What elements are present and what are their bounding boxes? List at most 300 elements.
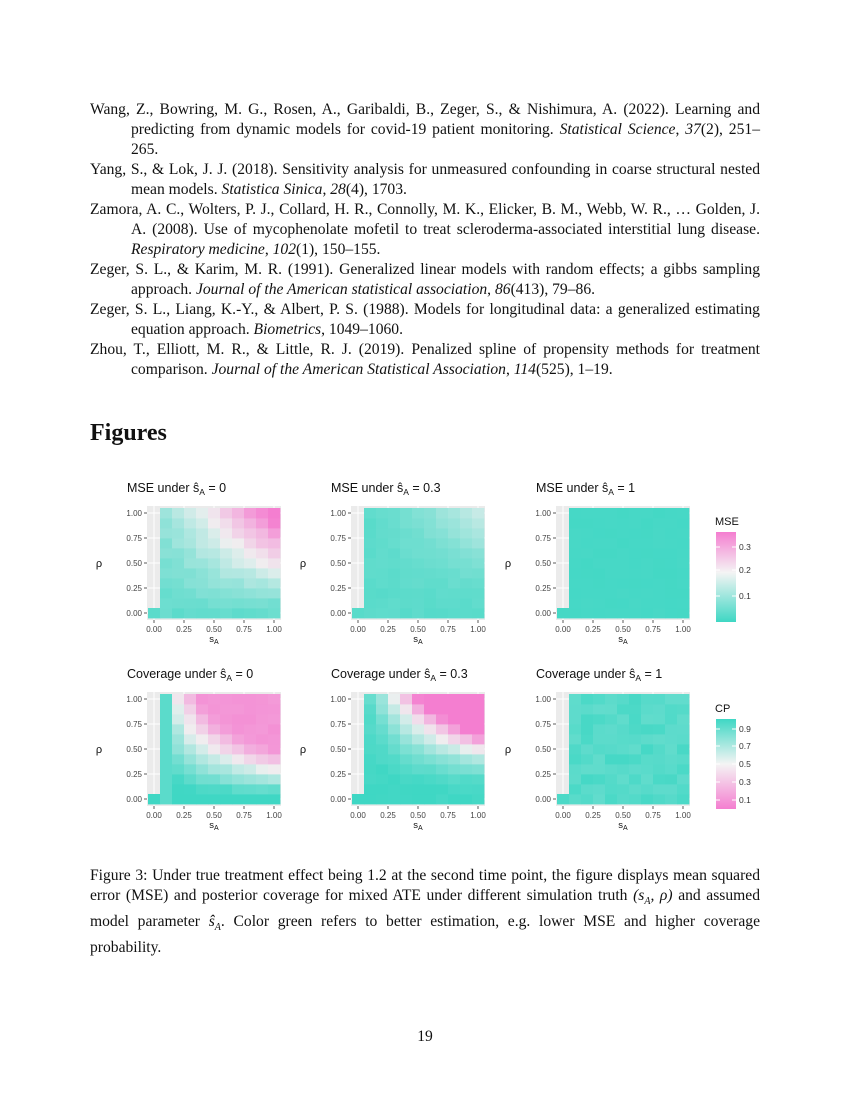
heatmap-tile bbox=[268, 764, 280, 774]
y-tick-label: 0.25 bbox=[330, 584, 346, 593]
heatmap-tile bbox=[593, 558, 605, 568]
x-tick-label: 0.75 bbox=[236, 625, 252, 634]
heatmap-tile bbox=[244, 794, 256, 804]
heatmap-tile bbox=[448, 558, 460, 568]
heatmap-tile bbox=[172, 528, 184, 538]
heatmap-tile bbox=[376, 518, 388, 528]
heatmap-tile bbox=[412, 608, 424, 618]
heatmap-tile bbox=[605, 744, 617, 754]
heatmap-tile bbox=[641, 694, 653, 704]
reference-pages: , 1049–1060. bbox=[321, 321, 403, 338]
figure-caption bbox=[90, 866, 760, 958]
heatmap-tile bbox=[424, 558, 436, 568]
heatmap-tile bbox=[364, 754, 376, 764]
heatmap-tile bbox=[400, 754, 412, 764]
heatmap-tile bbox=[581, 794, 593, 804]
heatmap-tile bbox=[581, 764, 593, 774]
heatmap-tile bbox=[364, 508, 376, 518]
heatmap-tile bbox=[593, 764, 605, 774]
heatmap-tile bbox=[581, 754, 593, 764]
heatmap-tile bbox=[424, 518, 436, 528]
heatmap-tile bbox=[629, 744, 641, 754]
heatmap-tile bbox=[460, 794, 472, 804]
heatmap-tile bbox=[268, 548, 280, 558]
heatmap-tile bbox=[412, 724, 424, 734]
heatmap-tile bbox=[460, 784, 472, 794]
heatmap-tile bbox=[220, 568, 232, 578]
heatmap-tile bbox=[172, 508, 184, 518]
heatmap-tile bbox=[460, 578, 472, 588]
heatmap-tile bbox=[653, 528, 665, 538]
heatmap-tile bbox=[581, 744, 593, 754]
heatmap-tile bbox=[665, 518, 677, 528]
heatmap-tile bbox=[472, 598, 484, 608]
heatmap-tile bbox=[196, 608, 208, 618]
heatmap-tile bbox=[256, 714, 268, 724]
heatmap-tile bbox=[184, 598, 196, 608]
heatmap-tile bbox=[557, 794, 569, 804]
heatmap-tile bbox=[677, 548, 689, 558]
heatmap-tile bbox=[641, 774, 653, 784]
heatmap-tile bbox=[364, 518, 376, 528]
heatmap-tile bbox=[400, 528, 412, 538]
reference-title: Models for longitudinal data: a generalized estimating equation approach. bbox=[131, 301, 760, 338]
heatmap-tile bbox=[424, 714, 436, 724]
heatmap-tile bbox=[641, 754, 653, 764]
heatmap-tile bbox=[629, 518, 641, 528]
heatmap-tile bbox=[160, 694, 172, 704]
heatmap-tile bbox=[641, 558, 653, 568]
heatmap-tile bbox=[412, 744, 424, 754]
heatmap-tile bbox=[256, 744, 268, 754]
heatmap-tile bbox=[256, 608, 268, 618]
heatmap-tile bbox=[376, 598, 388, 608]
heatmap-tile bbox=[364, 794, 376, 804]
heatmap-tile bbox=[593, 588, 605, 598]
heatmap-tile bbox=[400, 744, 412, 754]
heatmap-tile bbox=[256, 784, 268, 794]
heatmap-tile bbox=[208, 794, 220, 804]
heatmap-tile bbox=[196, 774, 208, 784]
heatmap-tile bbox=[376, 508, 388, 518]
heatmap-tile bbox=[412, 794, 424, 804]
y-tick-label: 0.75 bbox=[330, 534, 346, 543]
y-tick-label: 0.75 bbox=[535, 720, 551, 729]
heatmap-tile bbox=[436, 588, 448, 598]
heatmap-tile bbox=[232, 734, 244, 744]
heatmap-tile bbox=[581, 724, 593, 734]
heatmap-tile bbox=[196, 568, 208, 578]
heatmap-tile bbox=[629, 598, 641, 608]
heatmap-tile bbox=[244, 508, 256, 518]
heatmap-tile bbox=[460, 734, 472, 744]
heatmap-tile bbox=[617, 784, 629, 794]
y-tick-label: 0.00 bbox=[126, 609, 142, 618]
reference-journal: Journal of the American Statistical Association bbox=[211, 361, 506, 378]
heatmap-tile bbox=[605, 518, 617, 528]
heatmap-tile bbox=[244, 694, 256, 704]
heatmap-tile bbox=[400, 714, 412, 724]
heatmap-tile bbox=[424, 744, 436, 754]
heatmap-tile bbox=[364, 774, 376, 784]
heatmap-tile bbox=[364, 764, 376, 774]
heatmap-tile bbox=[424, 724, 436, 734]
reference-entry: Zeger, S. L., & Karim, M. R. (1991). Generalized linear models with random effects; a gibbs sampling approach. Journal of the American statistical association, 86(413), 79–86. bbox=[90, 261, 760, 298]
heatmap-tile bbox=[460, 724, 472, 734]
heatmap-tile bbox=[424, 784, 436, 794]
heatmap-tile bbox=[424, 734, 436, 744]
heatmap-tile bbox=[448, 714, 460, 724]
heatmap-tile bbox=[268, 734, 280, 744]
heatmap-tile bbox=[184, 774, 196, 784]
heatmap-tile bbox=[220, 558, 232, 568]
heatmap-tile bbox=[208, 528, 220, 538]
heatmap-tile bbox=[436, 598, 448, 608]
x-tick-label: 0.25 bbox=[380, 811, 396, 820]
heatmap-tile bbox=[400, 608, 412, 618]
heatmap-tile bbox=[665, 568, 677, 578]
heatmap-tile bbox=[472, 724, 484, 734]
heatmap-tile bbox=[665, 558, 677, 568]
heatmap-tile bbox=[184, 694, 196, 704]
heatmap-tile bbox=[172, 568, 184, 578]
heatmap-tile bbox=[569, 598, 581, 608]
heatmap-tile bbox=[629, 784, 641, 794]
heatmap-tile bbox=[436, 508, 448, 518]
heatmap-tile bbox=[268, 538, 280, 548]
y-tick-label: 0.00 bbox=[535, 795, 551, 804]
heatmap-tile bbox=[376, 714, 388, 724]
heatmap-tile bbox=[364, 578, 376, 588]
heatmap-tile bbox=[172, 558, 184, 568]
heatmap-tile bbox=[268, 608, 280, 618]
y-tick-label: 0.25 bbox=[126, 584, 142, 593]
heatmap-tile bbox=[412, 578, 424, 588]
heatmap-tile bbox=[184, 548, 196, 558]
heatmap-tile bbox=[244, 528, 256, 538]
heatmap-tile bbox=[196, 764, 208, 774]
heatmap-tile bbox=[569, 588, 581, 598]
heatmap-tile bbox=[196, 694, 208, 704]
heatmap-tile bbox=[400, 568, 412, 578]
heatmap-tile bbox=[641, 714, 653, 724]
x-tick-label: 0.00 bbox=[146, 625, 162, 634]
heatmap-tile bbox=[472, 518, 484, 528]
heatmap-tile bbox=[653, 538, 665, 548]
heatmap-tile bbox=[472, 714, 484, 724]
heatmap-tile bbox=[388, 724, 400, 734]
heatmap-tile bbox=[208, 764, 220, 774]
reference-volume: 114 bbox=[513, 361, 536, 378]
heatmap-tile bbox=[605, 734, 617, 744]
heatmap-tile bbox=[412, 528, 424, 538]
heatmap-tile bbox=[472, 794, 484, 804]
heatmap-tile bbox=[581, 508, 593, 518]
heatmap-tile bbox=[412, 714, 424, 724]
heatmap-tile bbox=[569, 794, 581, 804]
heatmap-tile bbox=[220, 588, 232, 598]
heatmap-tile bbox=[653, 714, 665, 724]
heatmap-tile bbox=[677, 734, 689, 744]
heatmap-tile bbox=[617, 794, 629, 804]
heatmap-tile bbox=[665, 528, 677, 538]
heatmap-tile bbox=[436, 784, 448, 794]
heatmap-tile bbox=[196, 558, 208, 568]
heatmap-tile bbox=[220, 578, 232, 588]
page-number: 19 bbox=[417, 1028, 433, 1045]
heatmap-tile bbox=[412, 538, 424, 548]
reference-journal: Journal of the American statistical association bbox=[195, 281, 488, 298]
heatmap-tile bbox=[436, 734, 448, 744]
legend-title: MSE bbox=[715, 516, 739, 528]
heatmap-tile bbox=[677, 744, 689, 754]
heatmap-tile bbox=[436, 608, 448, 618]
heatmap-tile bbox=[665, 508, 677, 518]
heatmap-tile bbox=[677, 714, 689, 724]
heatmap-tile bbox=[677, 538, 689, 548]
heatmap-tile bbox=[653, 518, 665, 528]
heatmap-tile bbox=[388, 578, 400, 588]
heatmap-tile bbox=[629, 568, 641, 578]
heatmap-tile bbox=[569, 548, 581, 558]
heatmap-tile bbox=[448, 588, 460, 598]
heatmap-tile bbox=[160, 558, 172, 568]
heatmap-tile bbox=[184, 538, 196, 548]
heatmap-tile bbox=[448, 528, 460, 538]
y-tick-label: 1.00 bbox=[126, 695, 142, 704]
heatmap-tile bbox=[617, 528, 629, 538]
heatmap-tile bbox=[184, 754, 196, 764]
heatmap-tile bbox=[256, 548, 268, 558]
heatmap-tile bbox=[232, 538, 244, 548]
heatmap-tile bbox=[400, 598, 412, 608]
reference-authors: Yang, S., & Lok, J. J. bbox=[90, 161, 228, 178]
legend-colorbar bbox=[716, 532, 736, 622]
x-tick-label: 0.25 bbox=[585, 811, 601, 820]
heatmap-tile bbox=[388, 558, 400, 568]
heatmap-tile bbox=[653, 588, 665, 598]
heatmap-tile bbox=[677, 568, 689, 578]
heatmap-tile bbox=[220, 764, 232, 774]
heatmap-tile bbox=[268, 598, 280, 608]
heatmap-tile bbox=[160, 794, 172, 804]
heatmap-tile bbox=[196, 528, 208, 538]
reference-year: (2019). bbox=[358, 341, 405, 358]
heatmap-tile bbox=[160, 528, 172, 538]
heatmap-tile bbox=[232, 598, 244, 608]
heatmap-tile bbox=[172, 714, 184, 724]
heatmap-tile bbox=[268, 774, 280, 784]
x-tick-label: 0.75 bbox=[236, 811, 252, 820]
y-axis-label: ρ bbox=[504, 558, 512, 570]
heatmap-tile bbox=[184, 528, 196, 538]
heatmap-tile bbox=[208, 784, 220, 794]
heatmap-tile bbox=[653, 548, 665, 558]
reference-entry bbox=[90, 300, 760, 340]
x-tick-label: 1.00 bbox=[266, 625, 282, 634]
heatmap-tile bbox=[376, 744, 388, 754]
heatmap-tile bbox=[641, 704, 653, 714]
heatmap-tile bbox=[605, 578, 617, 588]
heatmap-tile bbox=[617, 558, 629, 568]
heatmap-tile bbox=[268, 704, 280, 714]
heatmap-tile bbox=[208, 588, 220, 598]
heatmap-tile bbox=[677, 608, 689, 618]
heatmap-tile bbox=[208, 608, 220, 618]
heatmap-tile bbox=[220, 528, 232, 538]
x-tick-label: 0.50 bbox=[206, 625, 222, 634]
heatmap-tile bbox=[148, 794, 160, 804]
heatmap-tile bbox=[677, 694, 689, 704]
x-tick-label: 0.75 bbox=[440, 625, 456, 634]
heatmap-tile bbox=[424, 568, 436, 578]
heatmap-tile bbox=[569, 784, 581, 794]
heatmap-tile bbox=[196, 578, 208, 588]
heatmap-tile bbox=[244, 754, 256, 764]
heatmap-tile bbox=[208, 558, 220, 568]
reference-pages: (2), 251–265. bbox=[131, 121, 760, 158]
heatmap-tile bbox=[436, 714, 448, 724]
reference-pages: (525), 1–19. bbox=[535, 361, 613, 378]
heatmap-tile bbox=[605, 694, 617, 704]
y-tick-label: 0.00 bbox=[330, 609, 346, 618]
heatmap-tile bbox=[196, 538, 208, 548]
heatmap-tile bbox=[172, 538, 184, 548]
heatmap-tile bbox=[208, 568, 220, 578]
heatmap-tile bbox=[160, 548, 172, 558]
heatmap-tile bbox=[569, 558, 581, 568]
heatmap-tile bbox=[208, 538, 220, 548]
heatmap-tile bbox=[256, 508, 268, 518]
reference-volume: 28 bbox=[330, 181, 346, 198]
heatmap-tile bbox=[665, 598, 677, 608]
heatmap-tile bbox=[641, 794, 653, 804]
heatmap-tile bbox=[412, 694, 424, 704]
reference-authors: Zeger, S. L., & Karim, M. R. bbox=[90, 261, 283, 278]
heatmap-tile bbox=[569, 608, 581, 618]
heatmap-tile bbox=[641, 588, 653, 598]
heatmap-tile bbox=[376, 774, 388, 784]
reference-entry: Wang, Z., Bowring, M. G., Rosen, A., Garibaldi, B., Zeger, S., & Nishimura, A. (2022). Learning and predicting from dynamic models for covid-19 patient monitoring. Statistical Science, 37(2), 251–265. bbox=[90, 101, 760, 158]
heatmap-tile bbox=[256, 568, 268, 578]
x-tick-label: 0.00 bbox=[555, 811, 571, 820]
heatmap-tile bbox=[641, 578, 653, 588]
heatmap-tile bbox=[388, 794, 400, 804]
heatmap-tile bbox=[424, 794, 436, 804]
heatmap-tile bbox=[617, 608, 629, 618]
heatmap-tile bbox=[448, 694, 460, 704]
y-tick-label: 0.50 bbox=[330, 559, 346, 568]
heatmap-tile bbox=[376, 764, 388, 774]
heatmap-tile bbox=[184, 558, 196, 568]
heatmap-tile bbox=[629, 734, 641, 744]
heatmap-tile bbox=[184, 794, 196, 804]
heatmap-tile bbox=[605, 724, 617, 734]
heatmap-tile bbox=[677, 784, 689, 794]
heatmap-tile bbox=[605, 548, 617, 558]
heatmap-tile bbox=[400, 774, 412, 784]
heatmap-tile bbox=[617, 704, 629, 714]
y-axis-label: ρ bbox=[95, 558, 103, 570]
heatmap-tile bbox=[244, 588, 256, 598]
y-axis-label: ρ bbox=[95, 744, 103, 756]
heatmap-tile bbox=[160, 578, 172, 588]
heatmap-tile bbox=[268, 568, 280, 578]
heatmap-tile bbox=[244, 724, 256, 734]
heatmap-tile bbox=[653, 794, 665, 804]
heatmap-tile bbox=[677, 598, 689, 608]
heatmap-tile bbox=[184, 608, 196, 618]
heatmap-tile bbox=[172, 724, 184, 734]
heatmap-tile bbox=[388, 694, 400, 704]
heatmap-tile bbox=[677, 794, 689, 804]
heatmap-tile bbox=[460, 764, 472, 774]
heatmap-tile bbox=[232, 724, 244, 734]
heatmap-tile bbox=[617, 508, 629, 518]
heatmap-tile bbox=[364, 548, 376, 558]
heatmap-tile bbox=[593, 734, 605, 744]
heatmap-tile bbox=[448, 538, 460, 548]
heatmap-tile bbox=[593, 538, 605, 548]
heatmap-tile bbox=[581, 588, 593, 598]
heatmap-tile bbox=[436, 774, 448, 784]
heatmap-tile bbox=[400, 694, 412, 704]
heatmap-tile bbox=[593, 598, 605, 608]
heatmap-tile bbox=[617, 694, 629, 704]
heatmap-tile bbox=[172, 734, 184, 744]
y-tick-label: 0.00 bbox=[535, 609, 551, 618]
heatmap-tile bbox=[388, 538, 400, 548]
heatmap-tile bbox=[364, 734, 376, 744]
heatmap-tile bbox=[232, 588, 244, 598]
heatmap-tile bbox=[629, 764, 641, 774]
heatmap-tile bbox=[472, 784, 484, 794]
heatmap-tile bbox=[220, 694, 232, 704]
heatmap-tile bbox=[208, 694, 220, 704]
reference-journal: Statistica Sinica bbox=[221, 181, 323, 198]
heatmap-tile bbox=[629, 704, 641, 714]
heatmap-tile bbox=[364, 704, 376, 714]
heatmap-tile bbox=[376, 734, 388, 744]
heatmap-tile bbox=[593, 724, 605, 734]
x-tick-label: 1.00 bbox=[470, 811, 486, 820]
heatmap-tile bbox=[160, 598, 172, 608]
x-tick-label: 1.00 bbox=[470, 625, 486, 634]
heatmap-tile bbox=[196, 744, 208, 754]
heatmap-tile bbox=[472, 588, 484, 598]
heatmap-tile bbox=[460, 744, 472, 754]
heatmap-tile bbox=[256, 754, 268, 764]
heatmap-tile bbox=[256, 764, 268, 774]
y-tick-label: 0.00 bbox=[330, 795, 346, 804]
heatmap-tile bbox=[412, 764, 424, 774]
heatmap-tile bbox=[665, 578, 677, 588]
heatmap-tile bbox=[436, 694, 448, 704]
heatmap-tile bbox=[605, 568, 617, 578]
caption-text-3: . Color green refers to better estimation, e.g. lower MSE and higher coverage probability. bbox=[90, 913, 760, 957]
heatmap-tile bbox=[232, 794, 244, 804]
heatmap-tile bbox=[436, 538, 448, 548]
heatmap-tile bbox=[364, 598, 376, 608]
heatmap-tile bbox=[412, 588, 424, 598]
reference-authors: Zamora, A. C., Wolters, P. J., Collard, H. R., Connolly, M. K., Elicker, B. M., Webb, W. R., … Golden, J. A. bbox=[90, 201, 760, 238]
heatmap-tile bbox=[424, 578, 436, 588]
heatmap-tile bbox=[472, 744, 484, 754]
heatmap-tile bbox=[196, 508, 208, 518]
heatmap-tile bbox=[581, 568, 593, 578]
heatmap-tile bbox=[424, 764, 436, 774]
heatmap-tile bbox=[256, 774, 268, 784]
